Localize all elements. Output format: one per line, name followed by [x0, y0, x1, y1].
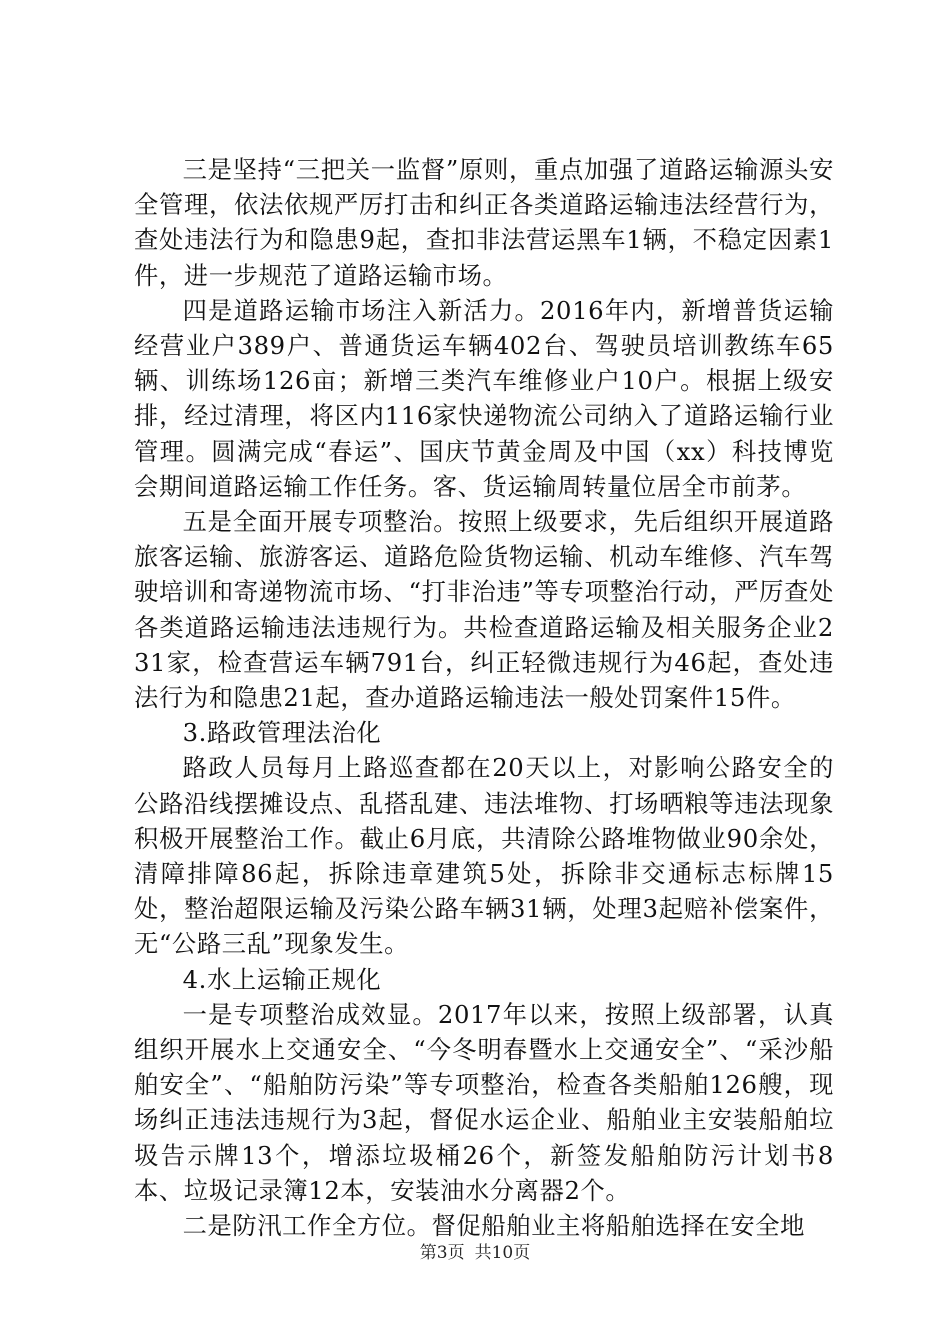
page-footer: [0, 1238, 950, 1263]
paragraph-market-vitality: 四是道路运输市场注入新活力。2016年内，新增普货运输经营业户389户、普通货运车辆402台、驾驶员培训教练车65辆、训练场126亩；新增三类汽车维修业户10户。根据上级安排，经过清理，将区内116家快递物流公司纳入了道路运输行业管理。圆满完成“春运”、国庆节黄金周及中国（xx）科技博览会期间道路运输工作任务。客、货运输周转量位居全市前茅。: [134, 295, 834, 501]
paragraph-water-rectification: 一是专项整治成效显。2017年以来，按照上级部署，认真组织开展水上交通安全、“今冬明春暨水上交通安全”、“采沙船舶安全”、“船舶防污染”等专项整治，检查各类船舶126艘，现场纠正违法违规行为3起，督促水运企业、船舶业主安装船舶垃圾告示牌13个，增添垃圾桶26个，新签发船舶防污计划书8本、垃圾记录簿12本，安装油水分离器2个。: [134, 999, 834, 1205]
paragraph-special-rectification: 五是全面开展专项整治。按照上级要求，先后组织开展道路旅客运输、旅游客运、道路危险货物运输、机动车维修、汽车驾驶培训和寄递物流市场、“打非治违”等专项整治行动，严厉查处各类道路运输违法违规行为。共检查道路运输及相关服务企业231家，检查营运车辆791台，纠正轻微违规行为46起，查处违法行为和隐患21起，查办道路运输违法一般处罚案件15件。: [134, 507, 834, 713]
page-number: 第3页: [419, 1243, 465, 1263]
paragraph-road-administration: 路政人员每月上路巡查都在20天以上，对影响公路安全的公路沿线摆摊设点、乱搭乱建、违法堆物、打场晒粮等违法现象积极开展整治工作。截止6月底，共清除公路堆物做业90余处，清障排障86起，拆除违章建筑5处，拆除非交通标志标牌15处，整治超限运输及污染公路车辆31辆，处理3起赔补偿案件，无“公路三乱”现象发生。: [134, 753, 834, 959]
paragraph-flood-control: 二是防汛工作全方位。督促船舶业主将船舶选择在安全地: [182, 1211, 806, 1241]
document-body: [134, 152, 834, 1243]
section-heading-water-transport: 4.水上运输正规化: [182, 964, 382, 994]
page-total: 共10页: [474, 1243, 531, 1263]
section-heading-road-administration: 3.路政管理法治化: [182, 718, 382, 748]
paragraph-source-safety: 三是坚持“三把关一监督”原则，重点加强了道路运输源头安全管理，依法依规严厉打击和纠正各类道路运输违法经营行为，查处违法行为和隐患9起，查扣非法营运黑车1辆，不稳定因素1件，进一步规范了道路运输市场。: [134, 155, 834, 290]
